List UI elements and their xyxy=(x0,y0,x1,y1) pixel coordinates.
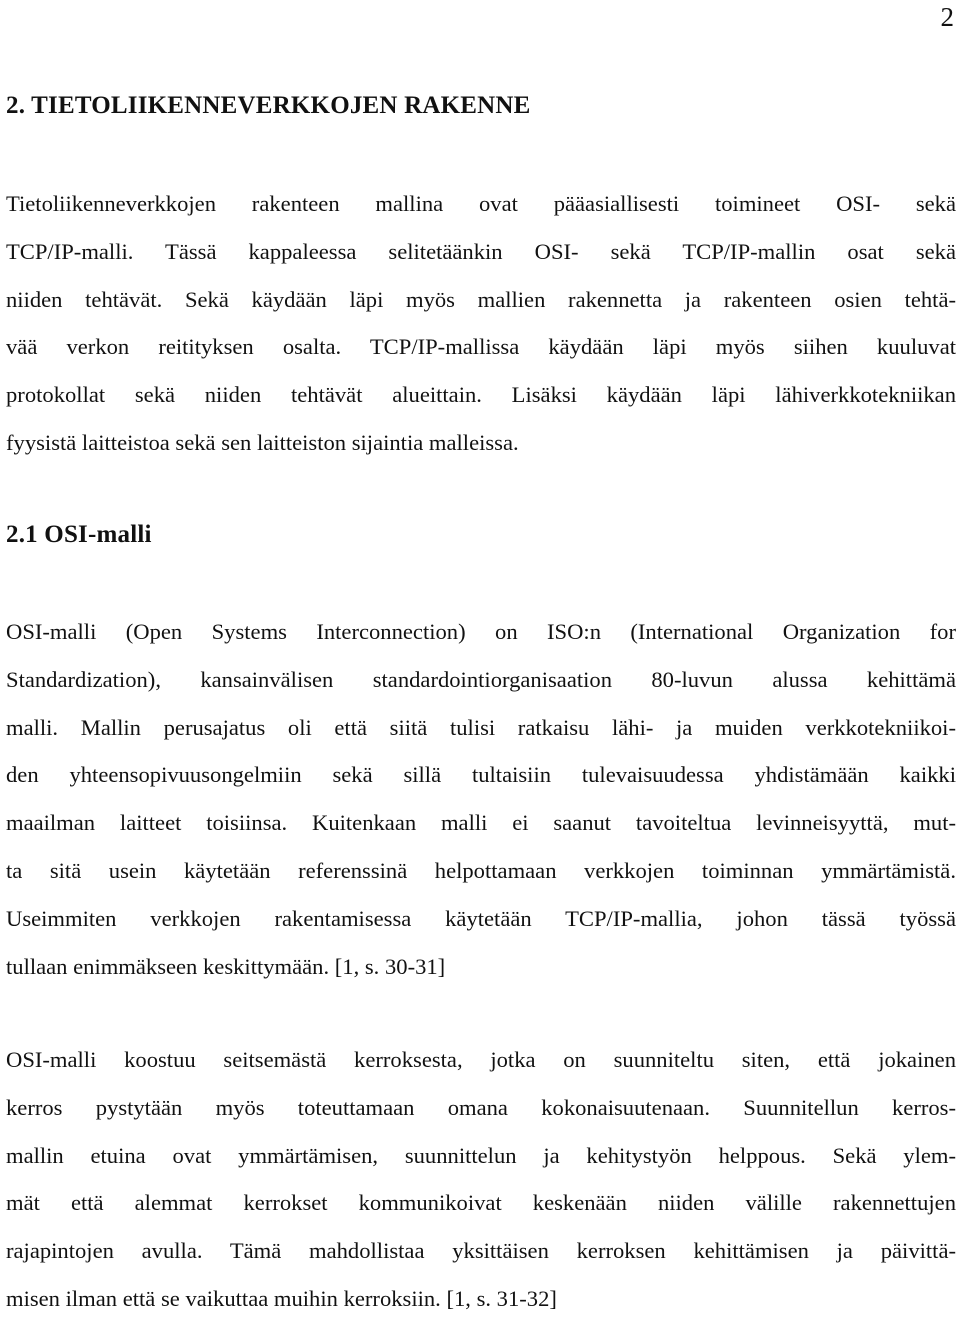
paragraph-line: protokollat sekä niiden tehtävät alueittain. Lisäksi käydään läpi lähiverkkotekniikan xyxy=(6,382,956,408)
paragraph-line: rajapintojen avulla. Tämä mahdollistaa yksittäisen kerroksen kehittämisen ja päivittä- xyxy=(6,1238,956,1264)
paragraph-line: Standardization), kansainvälisen standardointiorganisaation 80-luvun alussa kehittämä xyxy=(6,666,956,692)
paragraph-line: mät että alemmat kerrokset kommunikoivat keskenään niiden välille rakennettujen xyxy=(6,1190,956,1216)
paragraph-line: OSI-malli (Open Systems Interconnection) on ISO:n (International Organization for xyxy=(6,619,956,644)
paragraph-line: TCP/IP-malli. Tässä kappaleessa selitetäänkin OSI- sekä TCP/IP-mallin osat sekä xyxy=(6,238,956,264)
paragraph-line: malli. Mallin perusajatus oli että siitä tulisi ratkaisu lähi- ja muiden verkkotekniikoi- xyxy=(6,714,956,740)
section-heading: 2. TIETOLIIKENNEVERKKOJEN RAKENNE xyxy=(6,92,531,119)
paragraph-line: niiden tehtävät. Sekä käydään läpi myös mallien rakennetta ja rakenteen osien tehtä- xyxy=(6,286,956,312)
paragraph-line: den yhteensopivuusongelmiin sekä sillä tultaisiin tulevaisuudessa yhdistämään kaikki xyxy=(6,762,956,788)
paragraph-line: maailman laitteet toisiinsa. Kuitenkaan malli ei saanut tavoiteltua levinneisyyttä, mut- xyxy=(6,810,956,836)
paragraph-line: vää verkon reitityksen osalta. TCP/IP-mallissa käydään läpi myös siihen kuuluvat xyxy=(6,334,956,360)
paragraph-line: Useimmiten verkkojen rakentamisessa käytetään TCP/IP-mallia, johon tässä työssä xyxy=(6,905,956,931)
intro-paragraph xyxy=(6,180,956,467)
paragraph-line: tullaan enimmäkseen keskittymään. [1, s. 30-31] xyxy=(6,953,446,979)
page-number: 2 xyxy=(940,2,954,32)
paragraph-line: misen ilman että se vaikuttaa muihin kerroksiin. [1, s. 31-32] xyxy=(6,1285,557,1311)
paragraph-line: ta sitä usein käytetään referenssinä helpottamaan verkkojen toiminnan ymmärtämistä. xyxy=(6,857,956,883)
osi-paragraph-1 xyxy=(6,608,956,990)
paragraph-line: Tietoliikenneverkkojen rakenteen mallina ovat pääasiallisesti toimineet OSI- sekä xyxy=(6,191,956,216)
osi-paragraph-2 xyxy=(6,1036,956,1323)
paragraph-line: kerros pystytään myös toteuttamaan omana kokonaisuutenaan. Suunnitellun kerros- xyxy=(6,1094,956,1120)
subsection-heading: 2.1 OSI-malli xyxy=(6,521,152,548)
paragraph-line: mallin etuina ovat ymmärtämisen, suunnittelun ja kehitystyön helppous. Sekä ylem- xyxy=(6,1142,956,1168)
paragraph-line: fyysistä laitteistoa sekä sen laitteiston sijaintia malleissa. xyxy=(6,429,519,455)
paragraph-line: OSI-malli koostuu seitsemästä kerroksesta, jotka on suunniteltu siten, että jokainen xyxy=(6,1047,956,1072)
